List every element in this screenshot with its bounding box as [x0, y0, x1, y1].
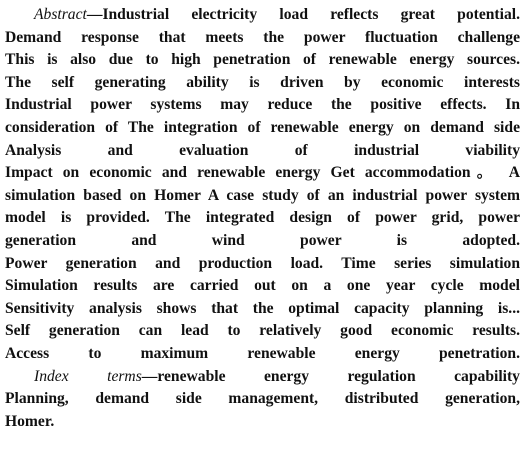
abstract-line: Impact on economic and renewable energy Get accommodation。 A [5, 164, 520, 182]
abstract-line: Self generation can lead to relatively good economic results. [5, 322, 520, 340]
abstract-line: Analysis and evaluation of industrial viability [5, 141, 520, 159]
abstract-line: simulation based on Homer A case study of an industrial power system [5, 186, 520, 204]
index-terms-section [5, 366, 520, 434]
abstract-line: consideration of The integration of renewable energy on demand side [5, 118, 520, 136]
abstract-section [5, 4, 520, 366]
index-terms-line: renewable energy regulation capability [157, 367, 520, 385]
abstract-line: Sensitivity analysis shows that the optimal capacity planning is... [5, 299, 520, 317]
abstract-line: Industrial electricity load reflects great potential. [102, 6, 520, 23]
abstract-separator: — [86, 6, 103, 23]
abstract-line: Access to maximum renewable energy penetration. [5, 344, 520, 362]
index-terms-line: Planning, demand side management, distributed generation, [5, 390, 520, 408]
abstract-label: Abstract [34, 6, 87, 23]
abstract-line: Simulation results are carried out on a one year cycle model [5, 277, 520, 295]
abstract-line: Industrial power systems may reduce the positive effects. In [5, 96, 520, 114]
abstract-line: Demand response that meets the power fluctuation challenge [5, 28, 520, 46]
index-terms-first-line [5, 366, 520, 389]
abstract-line: generation and wind power is adopted. [5, 231, 520, 249]
abstract-first-line [5, 4, 520, 27]
abstract-line: model is provided. The integrated design of power grid, power [5, 209, 520, 227]
abstract-line: The self generating ability is driven by economic interests [5, 73, 520, 91]
index-terms-label: Index terms [34, 367, 142, 385]
index-terms-line: Homer. [5, 412, 55, 430]
index-terms-separator: — [141, 367, 158, 385]
abstract-line: This is also due to high penetration of renewable energy sources. [5, 51, 520, 69]
abstract-line: Power generation and production load. Time series simulation [5, 254, 520, 272]
